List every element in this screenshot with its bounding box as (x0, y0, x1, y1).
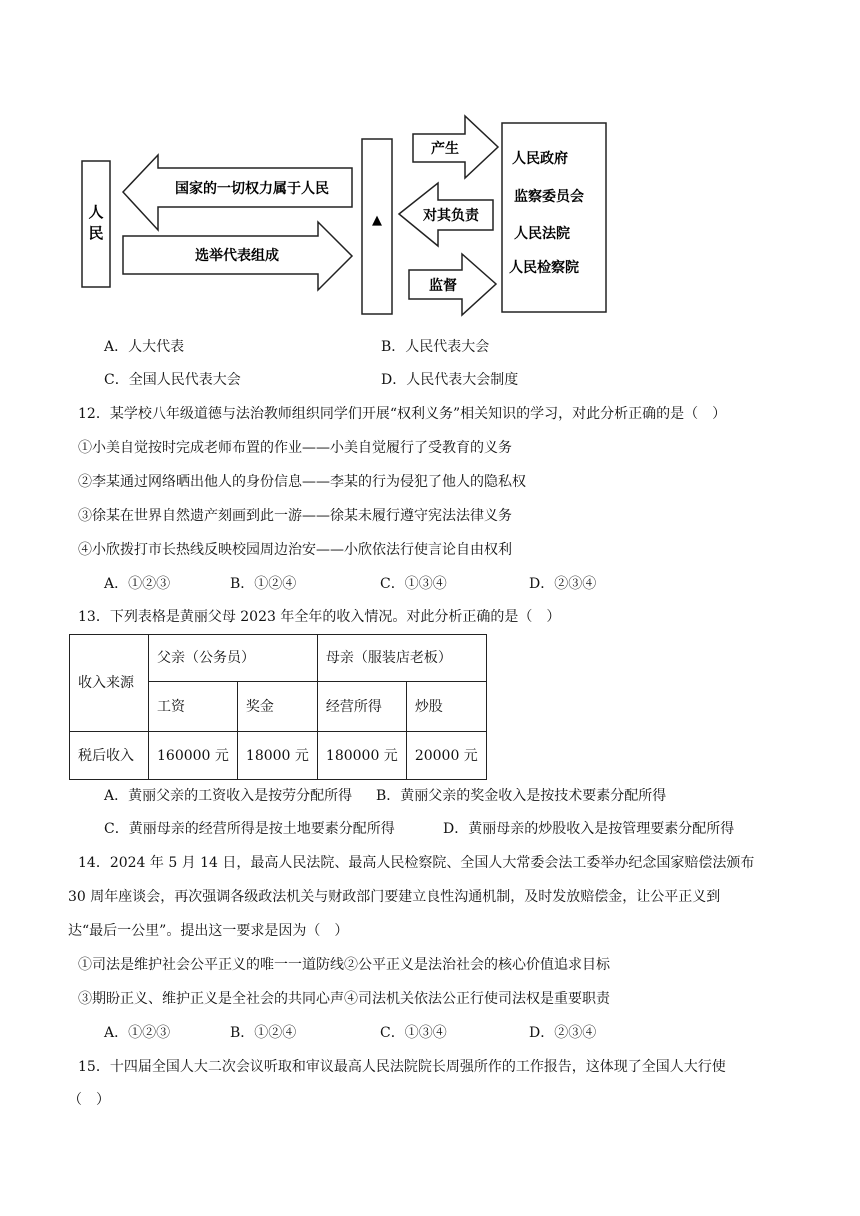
table-mother-header: 母亲（服装店老板） (317, 635, 486, 682)
arrow-produce-text: 产生 (431, 141, 459, 157)
q12-item-3: ③徐某在世界自然遗产刻画到此一游——徐某未履行遵守宪法法律义务 (78, 508, 512, 524)
table-sub-salary: 工资 (149, 682, 238, 732)
q12-option-c[interactable]: C．①③④ (380, 576, 447, 592)
q14-option-c[interactable]: C．①③④ (380, 1025, 447, 1041)
table-value-bonus: 18000 元 (237, 732, 317, 780)
table-value-business: 180000 元 (317, 732, 406, 780)
table-sub-business: 经营所得 (317, 682, 406, 732)
arrow-responsible-text: 对其负责 (423, 208, 479, 224)
q14-item-1-2: ①司法是维护社会公平正义的唯一一道防线②公平正义是法治社会的核心价值追求目标 (78, 957, 610, 973)
q12-option-d[interactable]: D．②③④ (529, 576, 597, 592)
q15-stem-line-1: 15．十四届全国人大二次会议听取和审议最高人民法院院长周强所作的工作报告，这体现了全国人大行使 (78, 1059, 726, 1075)
organ-court: 人民法院 (514, 226, 570, 242)
center-mark: ▲ (372, 213, 382, 228)
people-label-1: 人 (88, 203, 104, 221)
table-value-stock: 20000 元 (406, 732, 486, 780)
organ-supervision: 监察委员会 (514, 189, 584, 205)
state-power-diagram (0, 0, 860, 320)
table-row-label: 税后收入 (70, 732, 149, 780)
q13-option-a[interactable]: A．黄丽父亲的工资收入是按劳分配所得 (104, 788, 353, 804)
income-table (69, 634, 487, 780)
arrow-elect-text: 选举代表组成 (195, 248, 279, 264)
q12-option-b[interactable]: B．①②④ (230, 576, 297, 592)
people-label-2: 民 (88, 224, 104, 242)
q14-item-3-4: ③期盼正义、维护正义是全社会的共同心声④司法机关依法公正行使司法权是重要职责 (78, 991, 610, 1007)
table-father-header: 父亲（公务员） (149, 635, 318, 682)
q11-option-a[interactable]: A．人大代表 (104, 339, 185, 355)
table-sub-bonus: 奖金 (237, 682, 317, 732)
q13-option-b[interactable]: B．黄丽父亲的奖金收入是按技术要素分配所得 (376, 788, 667, 804)
q14-stem-line-2: 30 周年座谈会，再次强调各级政法机关与财政部门要建立良性沟通机制，及时发放赔偿金，让公平正义到 (68, 889, 721, 905)
q11-option-c[interactable]: C．全国人民代表大会 (104, 372, 241, 388)
q12-stem: 12．某学校八年级道德与法治教师组织同学们开展“权利义务”相关知识的学习，对此分析正确的是（ ） (78, 406, 727, 422)
arrow-supervise-text: 监督 (429, 278, 457, 294)
table-value-salary: 160000 元 (149, 732, 238, 780)
organ-government: 人民政府 (512, 151, 568, 167)
q12-item-1: ①小美自觉按时完成老师布置的作业——小美自觉履行了受教育的义务 (78, 440, 512, 456)
q13-option-c[interactable]: C．黄丽母亲的经营所得是按土地要素分配所得 (104, 821, 395, 837)
arrow-power-text: 国家的一切权力属于人民 (175, 181, 329, 197)
q14-option-d[interactable]: D．②③④ (529, 1025, 597, 1041)
q15-stem-line-2: （ ） (68, 1092, 110, 1108)
q14-option-b[interactable]: B．①②④ (230, 1025, 297, 1041)
q11-option-b[interactable]: B．人民代表大会 (381, 339, 490, 355)
q14-option-a[interactable]: A．①②③ (104, 1025, 171, 1041)
table-sub-stock: 炒股 (406, 682, 486, 732)
organ-procuratorate: 人民检察院 (509, 260, 579, 276)
q14-stem-line-1: 14．2024 年 5 月 14 日，最高人民法院、最高人民检察院、全国人大常委会法工委举办纪念国家赔偿法颁布 (78, 855, 755, 871)
q12-item-4: ④小欣拨打市长热线反映校园周边治安——小欣依法行使言论自由权利 (78, 542, 512, 558)
q13-option-d[interactable]: D．黄丽母亲的炒股收入是按管理要素分配所得 (443, 821, 735, 837)
q13-stem: 13．下列表格是黄丽父母 2023 年全年的收入情况。对此分析正确的是（ ） (78, 609, 561, 625)
q14-stem-line-3: 达“最后一公里”。提出这一要求是因为（ ） (68, 923, 349, 939)
q12-item-2: ②李某通过网络晒出他人的身份信息——李某的行为侵犯了他人的隐私权 (78, 474, 526, 490)
table-source-label: 收入来源 (70, 635, 149, 732)
q11-option-d[interactable]: D．人民代表大会制度 (381, 372, 519, 388)
q12-option-a[interactable]: A．①②③ (104, 576, 171, 592)
